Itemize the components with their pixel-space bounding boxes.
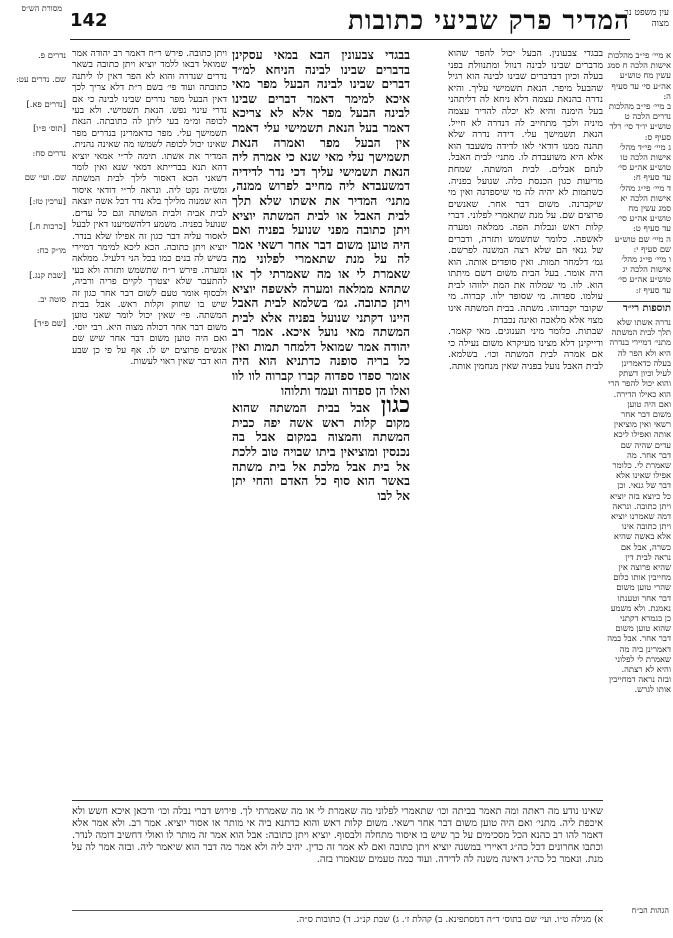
page-number: 142 [70, 10, 108, 31]
footnote: א) מגילה ט״ו. ועי׳ שם בתוס׳ ד״ה דמסתפינא. ב) קהלת ז׳. ג) שבת קנ״ג. ד) כתובות ס״ה. [72, 910, 603, 925]
tosafot-rid-heading: תוספות רי״ד [607, 301, 671, 314]
gemara-subtext: אבל בבית המשתה שהוא מקום קלות ראש אשה יפה כבית המשתה והמצוה במקום אבל בה נכנסין ומוציאין ביתו שבויה טוב ללכת אל בית אבל מלכת אל בית משתה באשר הוא סוף כל האדם והחי יתן אל לבו [232, 401, 410, 503]
header-rule [70, 39, 630, 40]
tosafot-commentary [72, 48, 227, 808]
reference-entry: שם. ועי׳ שם [24, 172, 66, 183]
reference-entry: נדרים פ. [38, 50, 66, 60]
margin-entry: ו מיי׳ פי״ג מהל׳ אישות הלכה יג טוש״ע אה״ע סי׳ עד סעיף ז: [617, 254, 671, 295]
margin-entry: ג מיי׳ פי״ד מהל׳ אישות הלכה טו טוש״ע אה״ע סי׳ עד סעיף ח: [617, 141, 671, 183]
mesoret-hashas-margin [2, 50, 66, 890]
footer-divider [72, 800, 603, 801]
rashi-commentary [448, 48, 603, 818]
mesoret-hashas-heading: מסורת הש״ס [21, 4, 62, 13]
ein-mishpat-heading: עין משפט נר מצוה [624, 8, 669, 29]
gemara-opening-word: כגון [380, 392, 410, 419]
reference-entry: [נדרים פא.] [26, 98, 66, 109]
margin-entry: ד מיי׳ פי״ג מהל׳ אישות הלכה יא סמג עשין מח טוש״ע אה״ע סי׳ עד סעיף ט: [617, 182, 671, 234]
margin-entry: א מיי׳ פי״ב מהלכות אישות הלכה ח סמג עשין מח טוש״ע אה״ע סי׳ עד סעיף ה: [607, 50, 671, 101]
reference-entry: [שבת קנג.] [29, 269, 66, 280]
reference-entry: שם. נדרים עט: [15, 74, 66, 85]
rashi-text-continued: שבתות. כלומר מיני תענוגים. מאי קאמר. ודייקינן דלא מצינו מעיקרא משום נעילה כי אם אמרה לבית המשתה וכו׳. בשלמא. לבית האבל נועל בפניה שאין מנחמין אותה. [448, 326, 603, 373]
reference-entry: מו״ק כח: [36, 245, 66, 256]
hagahot-label: הגהות הב״ח [631, 906, 669, 915]
tosafot-rid-text: נדרה אשתו שלא תלך לבית המשתה מתני׳ דמיירי בנדרה היא ולא הפר לה בעלה כדאמרינן לעיל וכיון דשתק והוא יכול להפר הרי הוא כאילו הדירה. ואם היה טוען משום דבר אחר רשאי ואין מוציאין אותה ואפילו ליכא עדים שהיה שם דבר אחר. מה שאמרת לי. כלומר אפילו שאינו אלא דבר של גנאי. וכן כל כיוצא בזה יוציא ויתן כתובה. ונראה דמה שאמרנו יוציא ויתן כתובה אינו אלא באשה שהיא כשרה, אבל אם נראה לבית דין שהיא פרוצה אין מחייבין אותו כלום שהרי טוען משום דבר אחר וטענתו נאמנת. ולא משמע כן בגמרא דקתני שהוא טוען משום דבר אחר. אבל במה דאמרינן ביה מה שאמרת לי לפלוני והיא לא רצתה. ובזה נראה דמחייבין אותו לגרש. [607, 317, 671, 695]
page-title: המדיר פרק שביעי כתובות [348, 6, 630, 36]
ein-mishpat-margin [607, 50, 671, 890]
margin-entry: ה מיי׳ שם טוש״ע שם סעיף י: [614, 233, 671, 254]
reference-entry: [כרכות ח.] [29, 220, 66, 231]
rashi-text: בבגדי צבעונין. הבעל יכול להפר שהוא מדברים שבינו לבינה דנוול ומתנוולת בפני בעלה וכיון דבדברים שבינו לבינה הוא רגיל שהבעל מיפר. הנאת תשמישי עליך. והיא נדרה בהנאת עצמה דלא ניחא לה דליתהני בעל הימנה והיא לא יכלה להדיר עצמה מיניה ולכך מתחייב לה דנדרה לא חייל. הנאת תשמישך עלי. דידה נדרה שלא תהנה ממנו דודאי לאו לדידה משעבד הוא אלא היא משועבדת לו. מתני׳ לבית האבל. לנחם אבלים. לבית המשתה. שמחת מריעות כגון הכנסת כלה. שנועל בפניה. כשתמות לא יהיה לה מי שיספדנה ואין מי שיקברנה. משום דבר אחר. שאנשים פרוצים שם. על מנת שתאמרי לפלוני. דברי קלות ראש ונבלות הפה. ממלאה ומערה לאשפה. כלומר שתשמש ותזרה, ודברים של גנאי הם שלא רצה המשנה לפרשם. גמ׳ דלמחר תמות. ואין סופדים אותה. הוא היה אומר. בעל הבית משום דשם מיתתו הוא. לוו. מי שמלוה את המת ילווהו לבית עולמו. ספדוה. מי שסופד ילוו. קברוה. מי שקובר יקברוהו. משתה. בבית המשתה אינו מצוי אלא מלאכה ואינה נכבדת [448, 48, 603, 326]
reference-entry: סוטה יב. [37, 294, 66, 305]
page-header [70, 6, 630, 40]
reference-entry: [ערכין טז:] [29, 196, 66, 207]
margin-entry: ב מיי׳ פי״ב מהלכות נדרים הלכה ט טוש״ע יו״ד סי׳ רלד סעיף ס: [608, 101, 671, 142]
reference-entry: נדרים סח: [32, 147, 66, 158]
footer-text: שאינו נודע מה ראתה ומה תאמר בביתה וכו׳ שתאמרי לפלוני מה שאמרת לי או מה שאמרתי לך. פירוש דברי נבלה וכו׳ ודכאן איכא חשש ולא איכפת ליה. מתני׳ ואם היה טוען משום דבר אחר רשאי. משום קלות ראש והוא כדתנא ביה אי מותר או אסור יוציא. אמר רב. ולא אמר אלא דאמר להו רב כהנא הכל מסכימים על כך שיש בו איסור מתחלה ולבסוף. יוציא ויתן כתובה: אבל הוא אמר זה מותר לו ואולי דחשיב דומה לנדר. וכתבו אחרונים דכל כה״ג דאיירי במשנה יוציא ויתן כתובה ואם לא אמר זה כדין. יהיב ליה ולא אמר מה דבר הוא שיאמר ליה. ובזה אמר לה על מנת. ונאמר כל כה״ג דאינה משנה לה לדידה. ועוד כמה טעמים שנאמרו בזה. [72, 806, 603, 865]
gemara-text: בבגדי צבעונין הבא במאי עסקינן בדברים שבינו לבינה הניחא למ״ד דברים שבינו לבינה הבעל מפר מאי איכא למימר דאמר דברים שבינו לבינה הבעל מפר אלא לא צריכא דאמר בעל הנאת תשמישי עלי דאמר אין הבעל מפר ואמרה הנאת תשמישך עלי מאי שנא כי אמרה ליה הנאת תשמישי עליך דכי נדר לדידיה דמשעבדא ליה מחייב לפרוש ממנה, מתני׳ המדיר את אשתו שלא תלך לבית האבל או לבית המשתה יוציא ויתן כתובה מפני שנועל בפניה ואם היה טוען משום דבר אחר רשאי אמר לה על מנת שתאמרי לפלוני מה שאמרת לי או מה שאמרתי לך או שתהא ממלאה ומערה לאשפה יוציא ויתן כתובה. גמ׳ בשלמא לבית האבל היינו דקתני שנועל בפניה אלא לבית המשתה מאי נועל איכא. אמר רב יהודה אמר שמואל דלמחר תמות ואין כל בריה סופנה כדתניא הוא היה אומר ספדו ספדוה קברו קברוה לוו לוו ואלו הן ספדוה ועמד ותלוהו [232, 48, 410, 398]
reference-entry: [תוס׳ פ״ו] [33, 123, 66, 134]
tosafot-text: ויתן כתובה. פירש ר״ח דאמר רב יהודה אמר שמואל דבאו ללמד יוציא ויתן כתובה בשאר נדרים שנדרה והוא לא הפר דאין לו ליתנה כתובתה ועוד פי׳ בשם ר״ת דלא צריך לכך דאין הבעל מפר נדרים שבינו לבינה כי אם נדרי עינוי נפש. הנאת תשמישי. ולא בעי לכופה ומ״מ בעי ליתן לה כתובתה. הנאת תשמישך עלי. מפר כדאמרינן בנדרים מפר שאינו יכול לכופה לשמשו מה שאינה נהנית. המדיר את אשתו. תימה לר״י אמאי יוציא דהא תנא בברייתא דמאי שנא ואין לומר דשאני הכא דאסור לילך לבית המשתה ומש״ה נקט ליה. ונראה לר״י דודאי איסור הוא שמנוה מלילך בלא נדר דכל אשה יוצאה לבית אביה ולבית המשתה וגם כל עדים. שנועל בפניה. משמע דלהשמיענו דאין לבעל לאסור עליה דבר כגון זה אפילו שלא בנדר. יוציא ויתן כתובה. הכא ליכא למימר דמיירי בשיש לה בנים כמו בכל הני דלעיל. ממלאה ומערה. פירש ר״ח שתשמש ותזרה ולא בעי להתעבר שלא יצטרך לקיים פריה ורביה, ולבסוף אומר טעם לשום דבר אחר כגון זה שיש בו שחוק וקלות ראש. אבל בבית המשתה. פי׳ שאין יכול לומר שאני טוען משום דבר אחר דכולה מצוה היא. רבי יוסי. ואם היה טוען משום דבר אחר שיש שם אנשים פרוצים יש לו. אף על פי כן שבע הוא דבר שאין ראוי לעשות. [72, 48, 227, 367]
reference-entry: [שם פ״ד] [34, 318, 66, 329]
footer-commentary [72, 806, 603, 906]
gemara-text-block [232, 48, 410, 788]
